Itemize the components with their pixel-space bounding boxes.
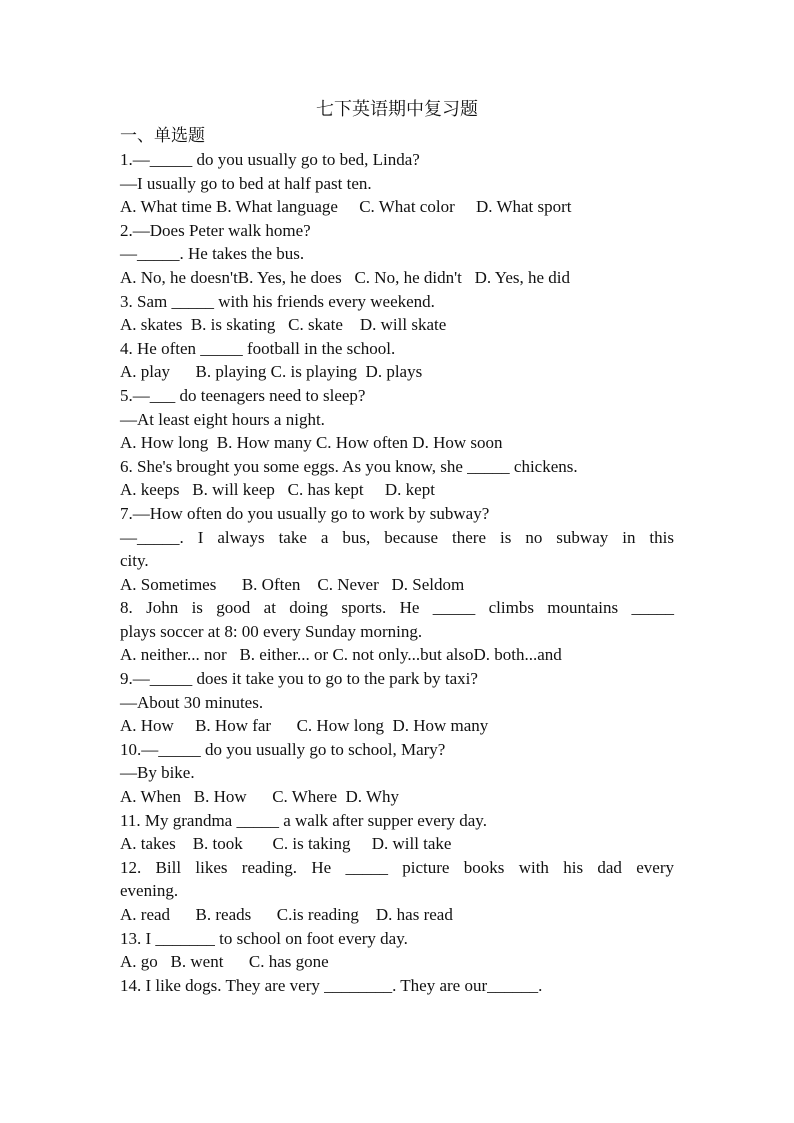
question-9-stem: 9.—_____ does it take you to go to the park by taxi? xyxy=(120,669,478,689)
question-9-options: A. How B. How far C. How long D. How many xyxy=(120,716,489,736)
question-6-stem: 6. She's brought you some eggs. As you know, she _____ chickens. xyxy=(120,456,578,476)
question-2-options: A. No, he doesn'tB. Yes, he does C. No, he didn't D. Yes, he did xyxy=(120,267,571,287)
question-13-stem: 13. I _______ to school on foot every day. xyxy=(120,928,408,948)
question-5-stem: 5.—___ do teenagers need to sleep? xyxy=(120,385,366,405)
question-8-stem-continued: plays soccer at 8: 00 every Sunday morning. xyxy=(120,621,423,641)
question-13-options: A. go B. went C. has gone xyxy=(120,952,329,972)
question-4-stem: 4. He often _____ football in the school. xyxy=(120,338,396,358)
question-5-options: A. How long B. How many C. How often D. How soon xyxy=(120,433,503,453)
question-8-stem: 8. John is good at doing sports. He _____ climbs mountains _____ xyxy=(120,598,674,618)
question-11-stem: 11. My grandma _____ a walk after supper every day. xyxy=(120,810,487,830)
question-2-stem: 2.—Does Peter walk home? xyxy=(120,220,311,240)
question-2-response: —_____. He takes the bus. xyxy=(120,244,305,264)
question-12-options: A. read B. reads C.is reading D. has read xyxy=(120,905,453,924)
question-3-options: A. skates B. is skating C. skate D. will skate xyxy=(120,315,447,335)
section-heading: 一、单选题 xyxy=(120,126,205,145)
question-10-stem: 10.—_____ do you usually go to school, Mary? xyxy=(120,739,446,759)
question-11-options: A. takes B. took C. is taking D. will take xyxy=(120,834,452,854)
question-7-stem: 7.—How often do you usually go to work by subway? xyxy=(120,503,490,523)
question-1-options: A. What time B. What language C. What color D. What sport xyxy=(120,197,572,217)
question-1-stem: 1.—_____ do you usually go to bed, Linda? xyxy=(120,150,420,169)
question-7-response: —_____. I always take a bus, because there is no subway in this xyxy=(120,527,674,547)
question-12-stem-continued: evening. xyxy=(120,881,179,901)
question-4-options: A. play B. playing C. is playing D. plays xyxy=(120,362,423,382)
question-6-options: A. keeps B. will keep C. has kept D. kept xyxy=(120,480,435,500)
question-14-stem: 14. I like dogs. They are very ________. They are our______. xyxy=(120,975,543,995)
question-1-response: —I usually go to bed at half past ten. xyxy=(120,173,372,193)
question-7-options: A. Sometimes B. Often C. Never D. Seldom xyxy=(120,574,465,594)
question-5-response: —At least eight hours a night. xyxy=(120,409,325,429)
question-3-stem: 3. Sam _____ with his friends every weekend. xyxy=(120,291,435,311)
question-10-options: A. When B. How C. Where D. Why xyxy=(120,787,400,807)
document-page xyxy=(120,96,674,997)
question-8-options: A. neither... nor B. either... or C. not only...but alsoD. both...and xyxy=(120,645,562,665)
question-10-response: —By bike. xyxy=(120,763,195,783)
question-7-response-continued: city. xyxy=(120,551,149,571)
document-title: 七下英语期中复习题 xyxy=(316,99,478,119)
question-12-stem: 12. Bill likes reading. He _____ picture books with his dad every xyxy=(120,857,674,877)
question-9-response: —About 30 minutes. xyxy=(120,692,264,712)
